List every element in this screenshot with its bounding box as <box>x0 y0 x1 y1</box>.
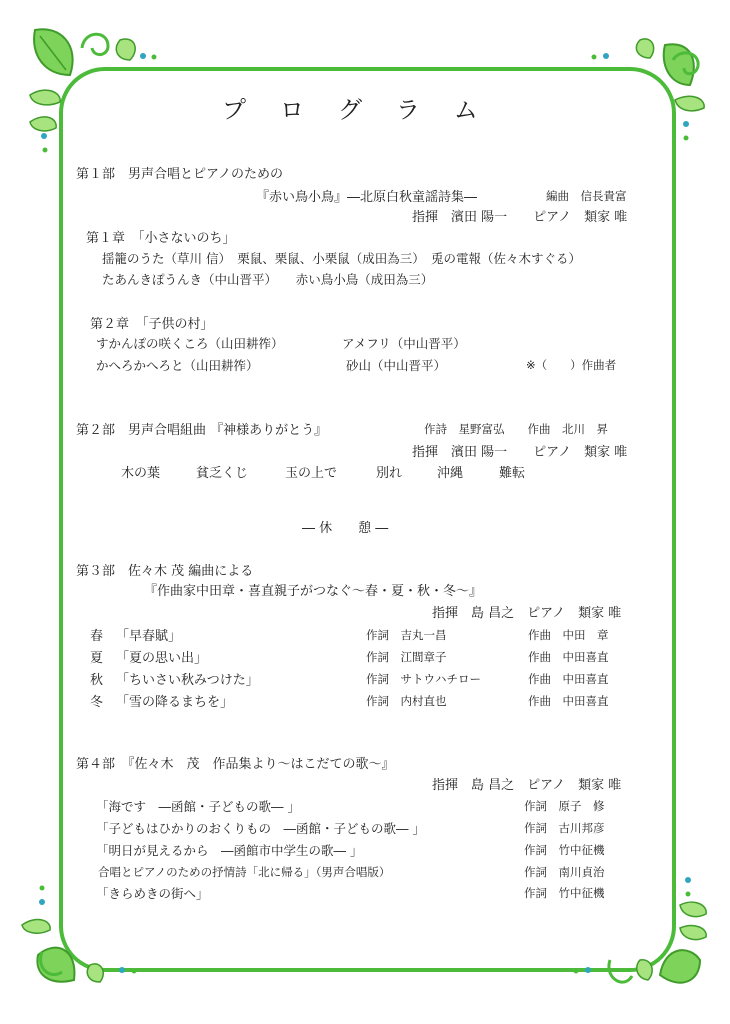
part1-heading: 第１部 男声合唱とピアノのための <box>76 167 283 182</box>
season-label: 春 <box>90 629 104 644</box>
part1-ch1-line2: たあんきぽうんき（中山晋平） 赤い鳥小鳥（成田為三） <box>102 272 434 287</box>
part4-performers: 指揮 島 昌之 ピアノ 類家 唯 <box>432 778 622 793</box>
season-composer: 作曲 中田喜直 <box>528 650 609 664</box>
part4-lyricist: 作詞 竹中征機 <box>524 886 605 900</box>
season-song: 「ちいさい秋みつけた」 <box>116 673 259 688</box>
part4-song: 合唱とピアノのための抒情詩「北に帰る」（男声合唱版） <box>98 865 391 879</box>
season-lyricist: 作詞 吉丸一昌 <box>366 628 447 642</box>
part1-performers: 指揮 濱田 陽一 ピアノ 類家 唯 <box>412 210 628 225</box>
season-lyricist: 作詞 サトウハチロー <box>366 672 481 686</box>
season-label: 夏 <box>90 651 104 666</box>
part1-ch2-r1a: すかんぽの咲くころ（山田耕筰） <box>96 336 284 351</box>
season-song: 「早春賦」 <box>116 629 182 644</box>
part4-song: 「子どもはひかりのおくりもの ―函館・子どもの歌― 」 <box>96 821 425 836</box>
season-label: 冬 <box>90 695 104 710</box>
part3-heading: 第３部 佐々木 茂 編曲による <box>76 564 254 579</box>
part1-arranger: 編曲 信長貴富 <box>546 189 627 203</box>
part4-lyricist: 作詞 古川邦彦 <box>524 821 605 835</box>
season-song: 「夏の思い出」 <box>116 651 208 666</box>
part2-song-5: 沖縄 <box>437 466 464 481</box>
part2-song-3: 玉の上で <box>285 466 338 481</box>
part4-song: 「きらめきの街へ」 <box>96 886 209 901</box>
season-lyricist: 作詞 内村直也 <box>366 694 447 708</box>
season-label: 秋 <box>90 673 104 688</box>
part1-ch1-heading: 第１章 「小さないのち」 <box>86 231 236 246</box>
part1-ch2-r2a: かへろかへろと（山田耕筰） <box>96 358 259 373</box>
part3-subtitle: 『作曲家中田章・喜直親子がつなぐ～春・夏・秋・冬～』 <box>144 584 483 599</box>
part4-lyricist: 作詞 竹中征機 <box>524 843 605 857</box>
part2-credits: 作詩 星野富弘 作曲 北川 昇 <box>424 422 608 436</box>
part1-ch2-r2b: 砂山（中山晋平） <box>346 358 447 373</box>
part2-song-2: 貧乏くじ <box>196 466 249 481</box>
part2-performers: 指揮 濱田 陽一 ピアノ 類家 唯 <box>412 445 628 460</box>
part1-ch1-line1: 揺籠のうた（草川 信） 栗鼠、栗鼠、小栗鼠（成田為三） 兎の電報（佐々木すぐる） <box>102 251 581 266</box>
part3-performers: 指揮 島 昌之 ピアノ 類家 唯 <box>432 606 622 621</box>
part4-lyricist: 作詞 南川貞治 <box>524 865 605 879</box>
season-composer: 作曲 中田喜直 <box>528 694 609 708</box>
season-composer: 作曲 中田 章 <box>528 628 609 642</box>
leaf-ornament-top-right <box>592 39 705 141</box>
part2-song-4: 別れ <box>376 466 403 481</box>
page-title: プログラム <box>222 96 512 124</box>
part2-song-6: 難転 <box>499 466 526 481</box>
part1-ch2-heading: 第２章 「子供の村」 <box>90 317 214 332</box>
intermission: ― 休 憩 ― <box>302 521 389 536</box>
part1-subtitle: 『赤い鳥小鳥』―北原白秋童謡詩集― <box>256 190 478 205</box>
leaf-ornament-top-left <box>30 29 157 152</box>
part4-lyricist: 作詞 原子 修 <box>524 799 605 813</box>
part4-heading: 第４部 『佐々木 茂 作品集より～はこだての歌～』 <box>76 757 395 772</box>
season-song: 「雪の降るまちを」 <box>116 695 234 710</box>
part2-song-1: 木の葉 <box>121 466 161 481</box>
part1-ch2-r1b: アメフリ（中山晋平） <box>342 336 466 351</box>
part2-heading: 第２部 男声合唱組曲 『神様ありがとう』 <box>76 423 328 438</box>
composer-note: ※（ ）作曲者 <box>526 358 617 372</box>
season-lyricist: 作詞 江間章子 <box>366 650 447 664</box>
part4-song: 「海です ―函館・子どもの歌― 」 <box>96 799 300 814</box>
season-composer: 作曲 中田喜直 <box>528 672 609 686</box>
part4-song: 「明日が見えるから ―函館市中学生の歌― 」 <box>96 843 363 858</box>
